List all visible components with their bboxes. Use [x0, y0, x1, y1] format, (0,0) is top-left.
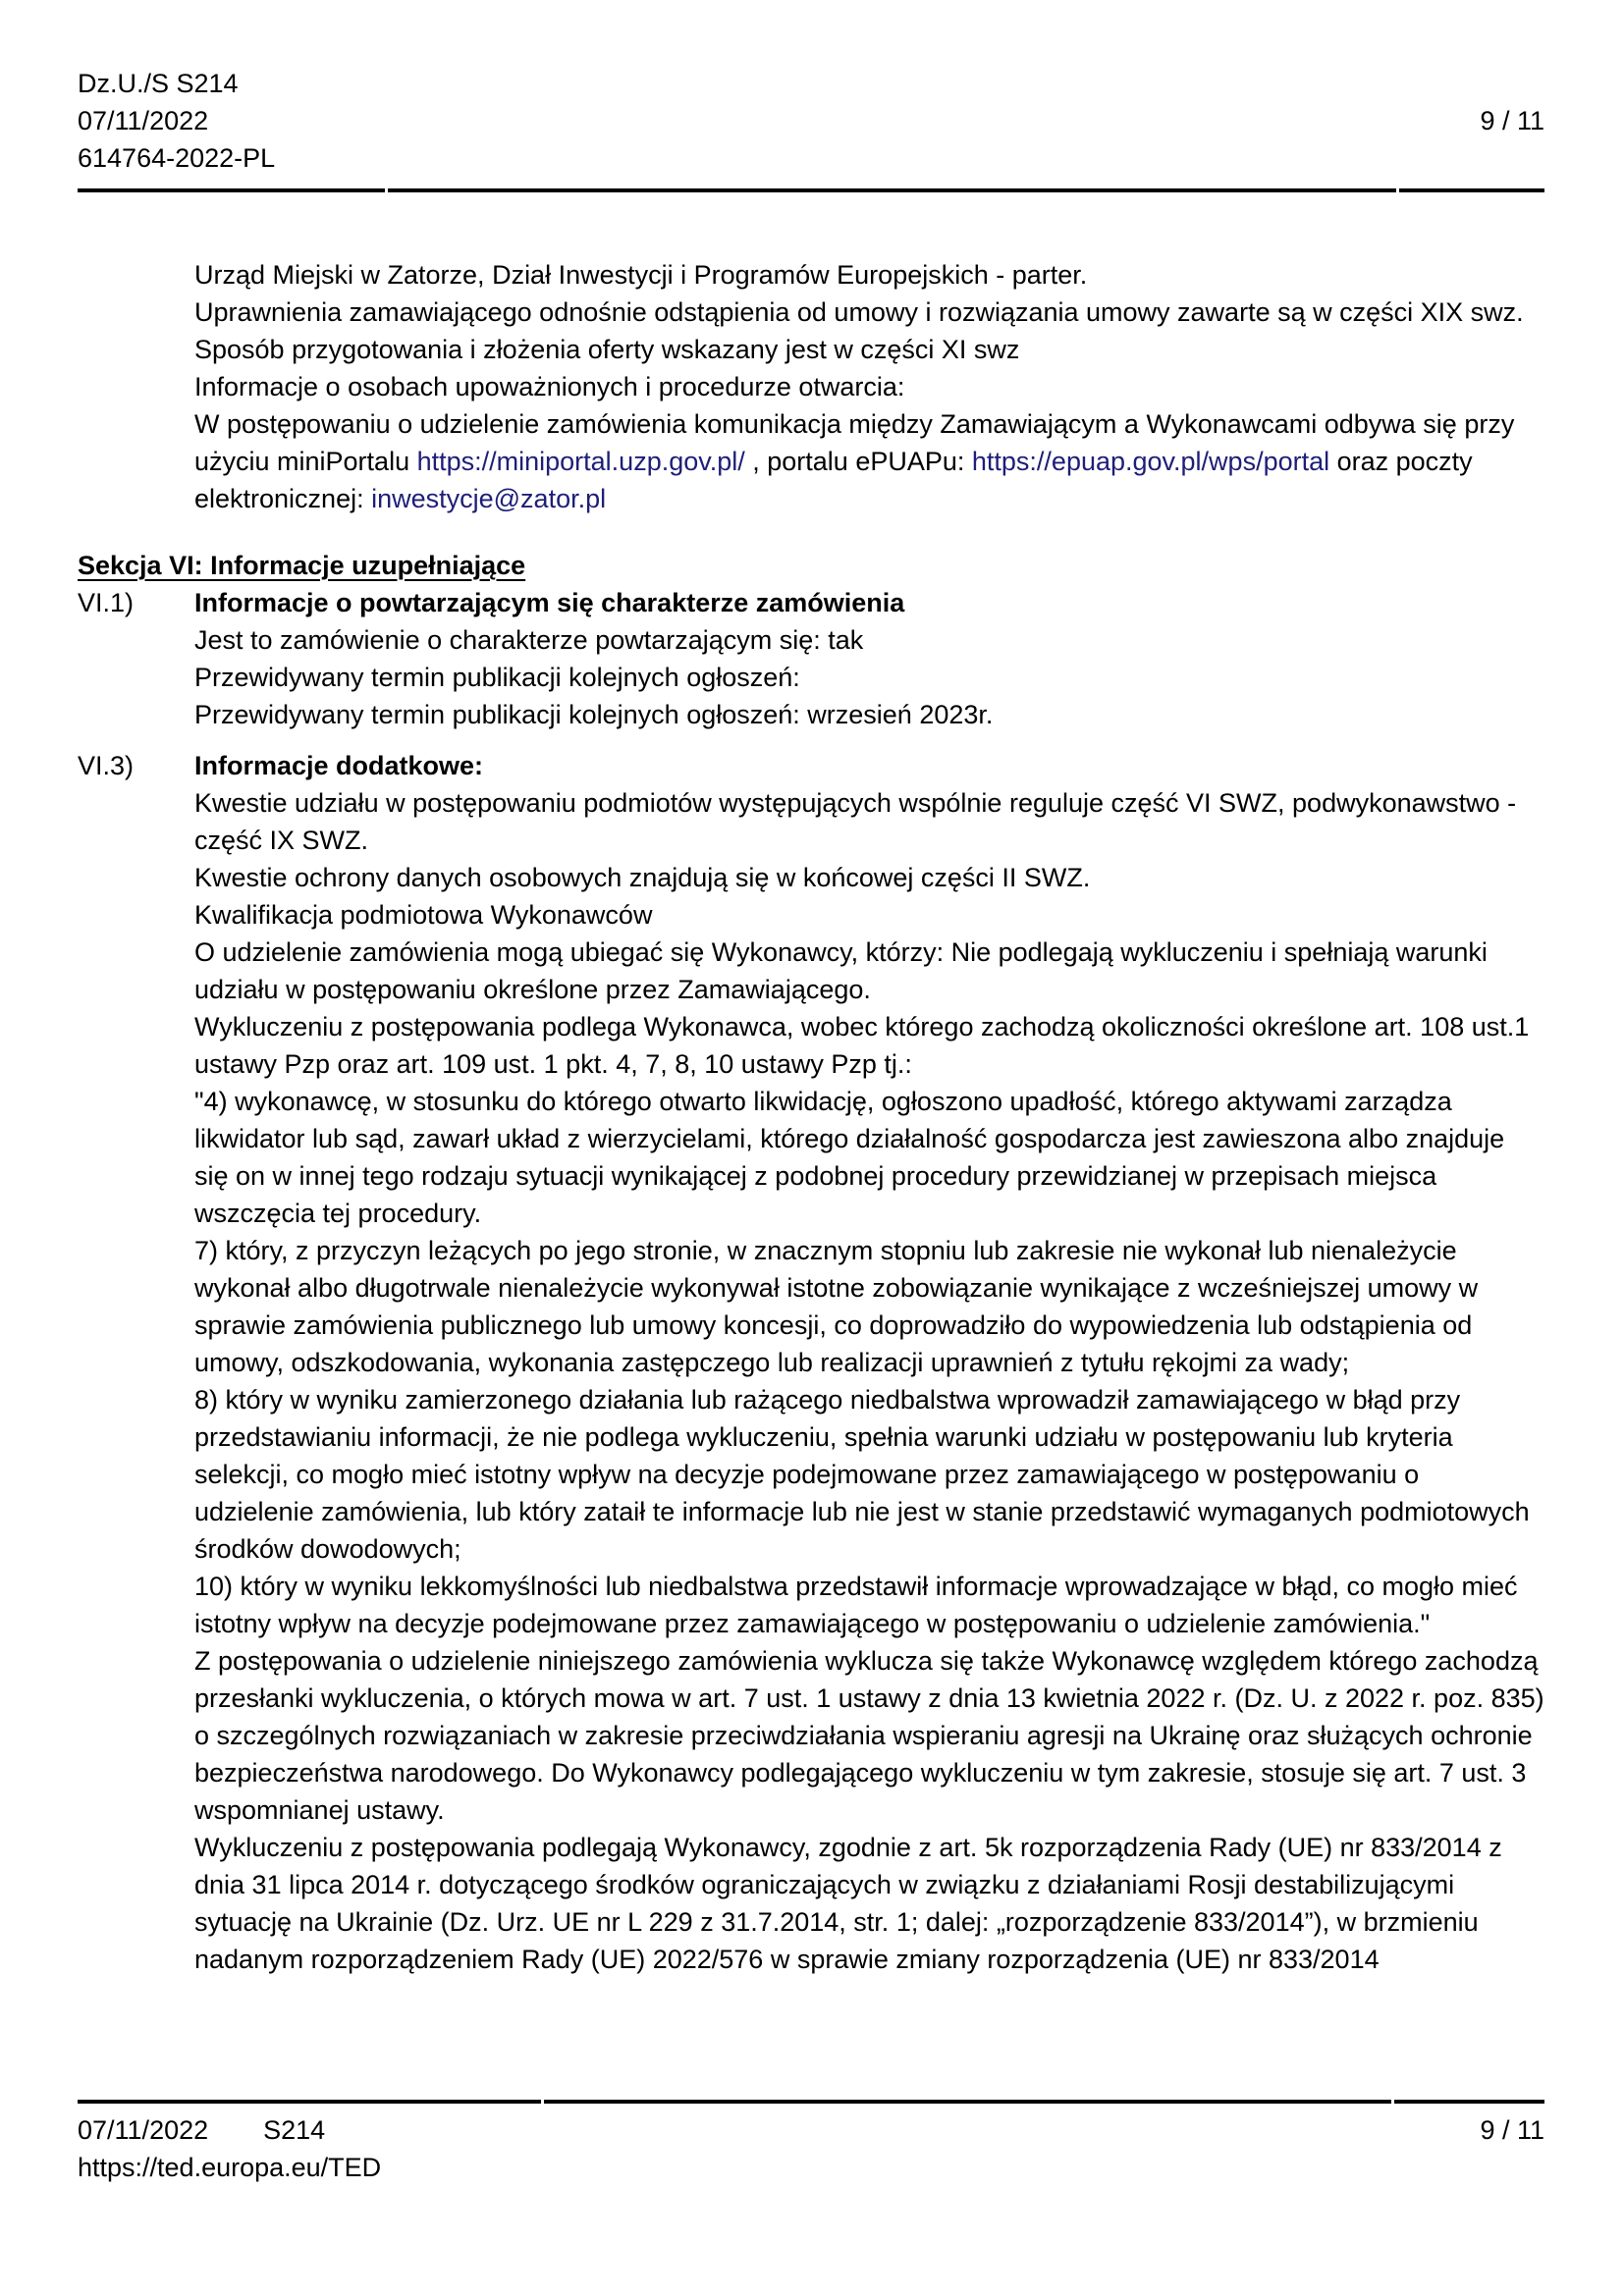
footer-meta-row	[78, 2111, 1544, 2149]
section-vi1-number: VI.1)	[78, 588, 135, 617]
section-vi3-heading: Informacje dodatkowe:	[194, 751, 484, 780]
paragraph: O udzielenie zamówienia mogą ubiegać się Wykonawcy, którzy: Nie podlegają wykluczeniu i spełniają warunki udziału w postępowaniu określone przez Zamawiającego.	[194, 937, 1488, 1004]
paragraph: Sposób przygotowania i złożenia oferty wskazany jest w części XI swz	[194, 335, 1020, 364]
footer-date: 07/11/2022	[78, 2115, 209, 2145]
paragraph: Wykluczeniu z postępowania podlegają Wykonawcy, zgodnie z art. 5k rozporządzenia Rady (UE) nr 833/2014 z dnia 31 lipca 2014 r. dotyczącego środków ograniczających w związku z działaniami Rosji destabilizującymi sytuację na Ukrainie (Dz. Urz. UE nr L 229 z 31.7.2014, str. 1; dalej: „rozporządzenie 833/2014”), w brzmieniu nadanym rozporządzeniem Rady (UE) 2022/576 w sprawie zmiany rozporządzenia (UE) nr 833/2014	[194, 1833, 1502, 1974]
section-vi3-number: VI.3)	[78, 751, 135, 780]
intro-block	[78, 256, 1544, 517]
section-vi1-block	[78, 584, 1544, 733]
communication-text: oraz poczty elektronicznej:	[194, 447, 1473, 513]
paragraph: Uprawnienia zamawiającego odnośnie odstąpienia od umowy i rozwiązania umowy zawarte są w części XIX swz.	[194, 297, 1524, 327]
section-vi3-content	[194, 747, 1544, 1978]
header-journal: Dz.U./S S214	[78, 69, 239, 98]
divider-tick	[1391, 2100, 1394, 2104]
header-divider	[78, 188, 1544, 192]
divider-tick	[1396, 188, 1399, 192]
divider-tick	[385, 188, 388, 192]
page-footer	[78, 2088, 1544, 2186]
paragraph: 7) który, z przyczyn leżących po jego stronie, w znacznym stopniu lub zakresie nie wykonał lub nienależycie wykonał albo długotrwale nienależycie wykonywał istotne zobowiązanie wynikające z wcześniejszej umowy w sprawie zamówienia publicznego lub umowy koncesji, co doprowadziło do wypowiedzenia lub odstąpienia od umowy, odszkodowania, wykonania zastępczego lub realizacji uprawnień z tytułu rękojmi za wady;	[194, 1236, 1479, 1377]
page-header	[78, 65, 1544, 177]
divider-tick	[541, 2100, 544, 2104]
header-date: 07/11/2022	[78, 106, 209, 135]
paragraph: Urząd Miejski w Zatorze, Dział Inwestycji i Programów Europejskich - parter.	[194, 260, 1088, 290]
paragraph: Kwestie ochrony danych osobowych znajdują się w końcowej części II SWZ.	[194, 863, 1091, 892]
header-doc-id: 614764-2022-PL	[78, 143, 276, 173]
paragraph: 8) który w wyniku zamierzonego działania lub rażącego niedbalstwa wprowadził zamawiającego w błąd przy przedstawianiu informacji, że nie podlega wykluczeniu, spełnia warunki udziału w postępowaniu lub kryteria selekcji, co mogło mieć istotny wpływ na decyzje podejmowane przez zamawiającego w postępowaniu o udzielenie zamówienia, lub który zataił te informacje lub nie jest w stanie przedstawić wymaganych podmiotowych środków dowodowych;	[194, 1385, 1530, 1564]
section-vi3-block	[78, 747, 1544, 1978]
footer-url: https://ted.europa.eu/TED	[78, 2153, 382, 2182]
intro-content	[194, 256, 1544, 517]
paragraph: Wykluczeniu z postępowania podlega Wykonawca, wobec którego zachodzą okoliczności określone art. 108 ust.1 ustawy Pzp oraz art. 109 ust. 1 pkt. 4, 7, 8, 10 ustawy Pzp tj.:	[194, 1012, 1530, 1079]
footer-page-indicator: 9 / 11	[1480, 2115, 1544, 2145]
miniportal-link[interactable]: https://miniportal.uzp.gov.pl/	[416, 447, 745, 476]
header-meta	[78, 65, 275, 177]
paragraph: Przewidywany termin publikacji kolejnych ogłoszeń: wrzesień 2023r.	[194, 700, 994, 729]
paragraph: Kwalifikacja podmiotowa Wykonawców	[194, 900, 653, 930]
paragraph: Kwestie udziału w postępowaniu podmiotów występujących wspólnie reguluje część VI SWZ, podwykonawstwo - część IX SWZ.	[194, 788, 1517, 855]
communication-text: , portalu ePUAPu:	[744, 447, 972, 476]
paragraph: Przewidywany termin publikacji kolejnych ogłoszeń:	[194, 663, 800, 692]
email-link[interactable]: inwestycje@zator.pl	[371, 484, 607, 513]
communication-text: W postępowaniu o udzielenie zamówienia komunikacja między Zamawiającym a Wykonawcami odbywa się przy użyciu miniPortalu	[194, 409, 1515, 476]
paragraph: "4) wykonawcę, w stosunku do którego otwarto likwidację, ogłoszono upadłość, którego aktywami zarządza likwidator lub sąd, zawarł układ z wierzycielami, którego działalność gospodarcza jest zawieszona albo znajduje się on w innej tego rodzaju sytuacji wynikającej z podobnej procedury przewidzianej w przepisach miejsca wszczęcia tej procedury.	[194, 1087, 1505, 1228]
paragraph: Informacje o osobach upoważnionych i procedurze otwarcia:	[194, 372, 905, 401]
paragraph: Jest to zamówienie o charakterze powtarzającym się: tak	[194, 625, 864, 655]
paragraph: Z postępowania o udzielenie niniejszego zamówienia wyklucza się także Wykonawcę względem którego zachodzą przesłanki wykluczenia, o których mowa w art. 7 ust. 1 ustawy z dnia 13 kwietnia 2022 r. (Dz. U. z 2022 r. poz. 835) o szczególnych rozwiązaniach w zakresie przeciwdziałania wspieraniu agresji na Ukrainę oraz służących ochronie bezpieczeństwa narodowego. Do Wykonawcy podlegającego wykluczeniu w tym zakresie, stosuje się art. 7 ust. 3 wspomnianej ustawy.	[194, 1646, 1544, 1825]
footer-divider	[78, 2100, 1544, 2104]
communication-paragraph	[194, 405, 1544, 517]
header-page-indicator: 9 / 11	[1480, 106, 1544, 135]
footer-series: S214	[263, 2115, 326, 2145]
section-vi1-heading: Informacje o powtarzającym się charakterze zamówienia	[194, 588, 905, 617]
epuap-link[interactable]: https://epuap.gov.pl/wps/portal	[971, 447, 1330, 476]
section-vi1-content	[194, 584, 1544, 733]
section-vi-title: Sekcja VI: Informacje uzupełniające	[78, 551, 526, 580]
document-body	[78, 256, 1544, 1978]
paragraph: 10) który w wyniku lekkomyślności lub niedbalstwa przedstawił informacje wprowadzające w błąd, co mogło mieć istotny wpływ na decyzje podejmowane przez zamawiającego w postępowaniu o udzielenie zamówienia."	[194, 1572, 1518, 1638]
